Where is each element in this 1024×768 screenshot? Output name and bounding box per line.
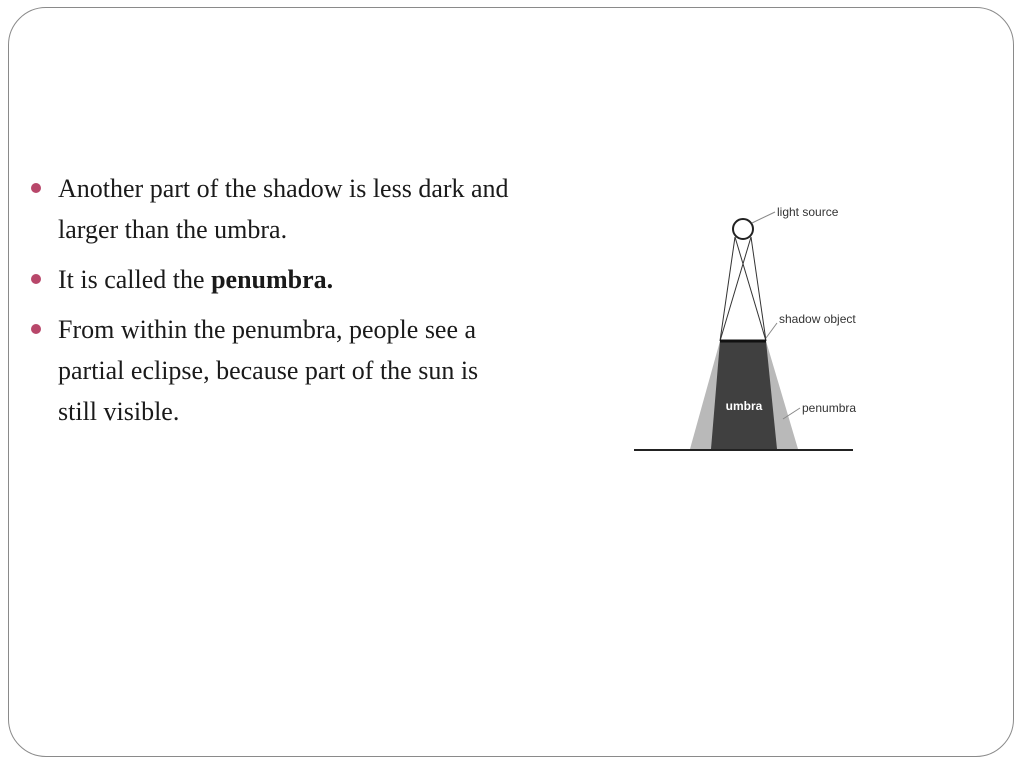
bullet-list <box>58 168 518 441</box>
bullet-dot-icon <box>31 183 41 193</box>
bullet-text: It is called the <box>58 265 212 294</box>
label-umbra: umbra <box>725 399 763 413</box>
label-light-source: light source <box>777 205 839 219</box>
bullet-item <box>58 259 518 300</box>
light-ray <box>751 237 766 341</box>
label-shadow-object: shadow object <box>779 312 856 326</box>
umbra-region <box>711 341 777 449</box>
bullet-dot-icon <box>31 274 41 284</box>
label-penumbra: penumbra <box>802 401 857 415</box>
bullet-text: Another part of the shadow is less dark and larger than the umbra. <box>58 174 509 244</box>
bullet-text: From within the penumbra, people see a partial eclipse, because part of the sun is still visible. <box>58 315 479 426</box>
bullet-dot-icon <box>31 324 41 334</box>
bullet-item <box>58 309 518 432</box>
bullet-bold-term: penumbra. <box>211 265 334 294</box>
bullet-item <box>58 168 518 250</box>
light-ray <box>720 237 751 341</box>
leader-line <box>766 323 777 338</box>
leader-line <box>752 212 775 223</box>
light-source-icon <box>733 219 753 239</box>
shadow-diagram <box>620 195 880 465</box>
light-ray <box>735 237 766 341</box>
light-ray <box>720 237 735 341</box>
